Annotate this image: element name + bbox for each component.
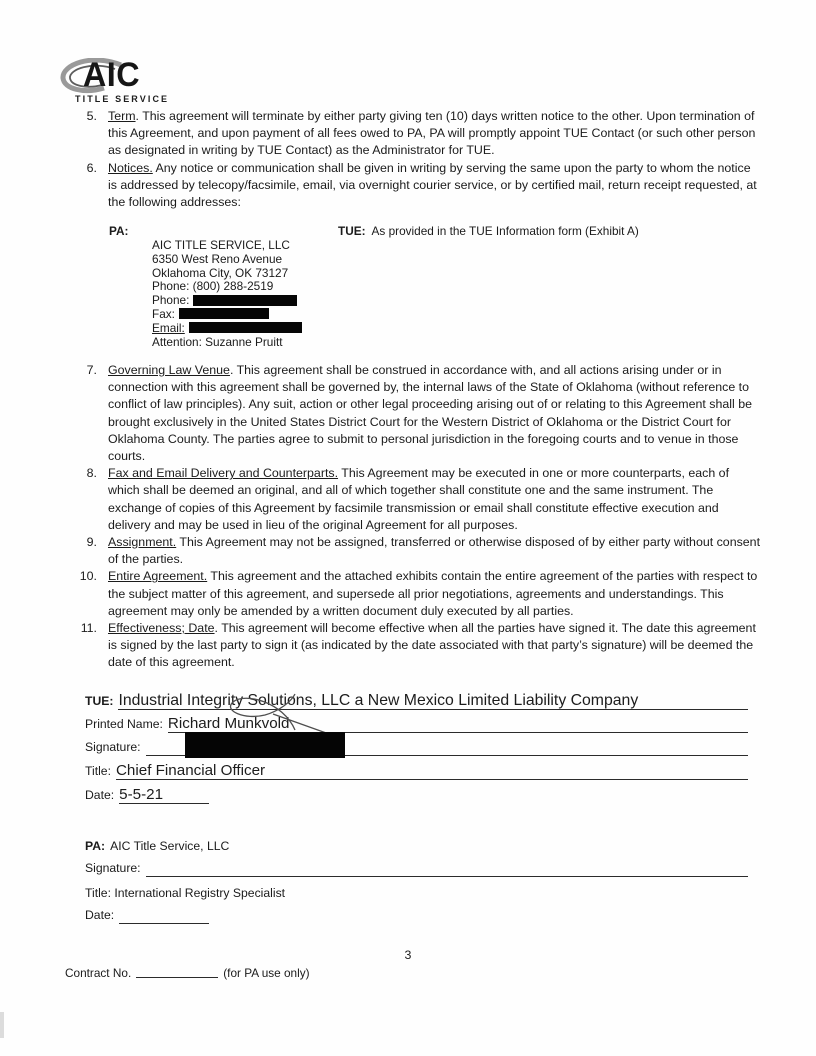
term-number: 8.	[86, 466, 97, 481]
tue-value: As provided in the TUE Information form (Exhibit A)	[371, 224, 639, 238]
term-text: Effectiveness; Date. This agreement will become effective when all the parties have signed it. The date this agreement is signed by the last party to sign it (as indicated by the date associated with that party’s signature) will be deemed the date of this agreement.	[108, 621, 756, 670]
term-text: Notices. Any notice or communication shall be given in writing by serving the same upon the party to whom the notice is addressed by telecopy/facsimile, email, via overnight courier service, or by certified mail, return receipt requested, at the following addresses:	[108, 160, 757, 210]
tue-sign-label: TUE:	[85, 694, 114, 708]
pa-title-row	[85, 877, 748, 901]
printed-name-row	[85, 710, 748, 733]
date-line	[119, 785, 209, 804]
term-text: Assignment. This Agreement may not be assigned, transferred or otherwise disposed of by either party without consent of the parties.	[108, 535, 761, 567]
signature-redaction-box	[185, 732, 345, 758]
logo-tagline: TITLE SERVICE	[75, 94, 170, 104]
printed-name-label: Printed Name:	[85, 717, 163, 732]
term-text: Term. This agreement will terminate by either party giving ten (10) days written notice to the other. Upon termination of this Agreement, and upon payment of all fees owed to PA, PA will promptly appoint TUE Contact (or such other person as designated in writing by TUE Contact) as the Administrator for TUE.	[108, 109, 756, 158]
pa-city-line: Oklahoma City, OK 73127	[152, 265, 289, 280]
term-item-5	[76, 108, 760, 160]
pa-fax-line: Fax:	[152, 308, 472, 322]
title-line	[116, 761, 748, 780]
term-item-11	[76, 620, 760, 672]
redaction-bar-phone	[193, 295, 297, 306]
term-item-8	[76, 465, 760, 534]
pa-street-line: 6350 West Reno Avenue	[152, 251, 283, 266]
redaction-bar-email	[189, 322, 302, 333]
tue-address-note	[338, 224, 639, 238]
term-item-10	[76, 568, 760, 620]
pa-email-line: Email:	[152, 322, 472, 336]
terms-list-upper	[76, 108, 760, 211]
notice-addresses	[0, 222, 816, 352]
pa-attention-line: Attention: Suzanne Pruitt	[152, 334, 283, 349]
contract-number-note: (for PA use only)	[223, 966, 310, 980]
term-number: 7.	[86, 363, 97, 377]
pa-address-block	[152, 239, 472, 349]
logo-brand-text: AIC	[83, 56, 141, 94]
tue-title-row	[85, 756, 748, 780]
tue-signature-block	[85, 688, 748, 804]
pa-date-label: Date:	[85, 907, 115, 922]
tue-company-value: Industrial Integrity Solutions, LLC a New Mexico Limited Liability Company	[118, 692, 639, 709]
date-value: 5-5-21	[119, 785, 164, 803]
term-number: 11.	[80, 621, 97, 636]
pa-company-line: AIC TITLE SERVICE, LLC	[152, 238, 290, 252]
contract-number-blank	[136, 977, 218, 978]
page-number: 3	[404, 948, 412, 962]
pa-signature-label: Signature:	[85, 860, 141, 875]
pa-phone-line: Phone: (800) 288-2519	[152, 279, 274, 294]
date-label: Date:	[85, 787, 115, 802]
scan-artifact	[0, 1012, 4, 1038]
term-item-6	[76, 160, 760, 212]
pa-title-value: Title: International Registry Specialist	[85, 886, 286, 901]
printed-name-value: Richard Munkvold	[167, 715, 290, 733]
printed-name-line	[168, 714, 748, 733]
redaction-bar-fax	[179, 308, 269, 319]
term-text: Entire Agreement. This agreement and the attached exhibits contain the entire agreement of the parties with respect to the subject matter of this agreement, and supersede all prior negotiations, agreements and understandings. This agreement may only be amended by a written document duly executed by all parties.	[108, 569, 758, 618]
pa-signature-row	[85, 853, 748, 877]
signature-label: Signature:	[85, 740, 141, 755]
pa-date-line	[119, 923, 209, 924]
tue-date-row	[85, 780, 748, 804]
term-text: Governing Law Venue. This agreement shall be construed in accordance with, and all actions arising under or in connection with this agreement shall be governed by, the internal laws of the State of Oklahoma (without reference to conflict of law principles). Any suit, action or other legal proceeding arising out of or relating to this Agreement shall be brought exclusively in the United States District Court for the Western District of Oklahoma or the District Court for Oklahoma County. The parties agree to submit to personal jurisdiction in the foregoing courts and to venue in those courts.	[108, 363, 752, 464]
tue-company-line	[118, 691, 748, 710]
pa-address-label: PA:	[109, 224, 129, 238]
pa-company-value: AIC Title Service, LLC	[110, 839, 230, 853]
pa-signature-line	[146, 876, 748, 877]
title-label: Title:	[85, 763, 111, 778]
contract-number-line	[65, 966, 310, 980]
pa-sign-label: PA:	[85, 839, 106, 853]
term-number: 6.	[86, 160, 97, 175]
terms-list-lower	[76, 362, 760, 672]
contract-number-label: Contract No.	[65, 966, 132, 980]
term-text: Fax and Email Delivery and Counterparts. This Agreement may be executed in one or more counterparts, each of which shall be deemed an original, and all of which together shall constitute one and the same instrument. The exchange of copies of this Agreement by facsimile transmission or email shall constitute effective execution and delivery and may be used in lieu of the original Agreement for all purposes.	[108, 466, 730, 532]
term-item-7	[76, 362, 760, 465]
aic-title-service-logo	[57, 56, 177, 108]
tue-label: TUE:	[338, 224, 366, 238]
pa-date-row	[85, 900, 748, 924]
pa-signature-block	[85, 835, 748, 924]
pa-company-row	[85, 835, 748, 853]
term-number: 5.	[86, 109, 97, 123]
term-item-9	[76, 534, 760, 568]
title-value: Chief Financial Officer	[115, 761, 266, 779]
term-number: 10.	[79, 569, 97, 584]
term-number: 9.	[86, 535, 97, 550]
pa-phone2-line: Phone:	[152, 294, 472, 308]
tue-company-row	[85, 688, 748, 710]
